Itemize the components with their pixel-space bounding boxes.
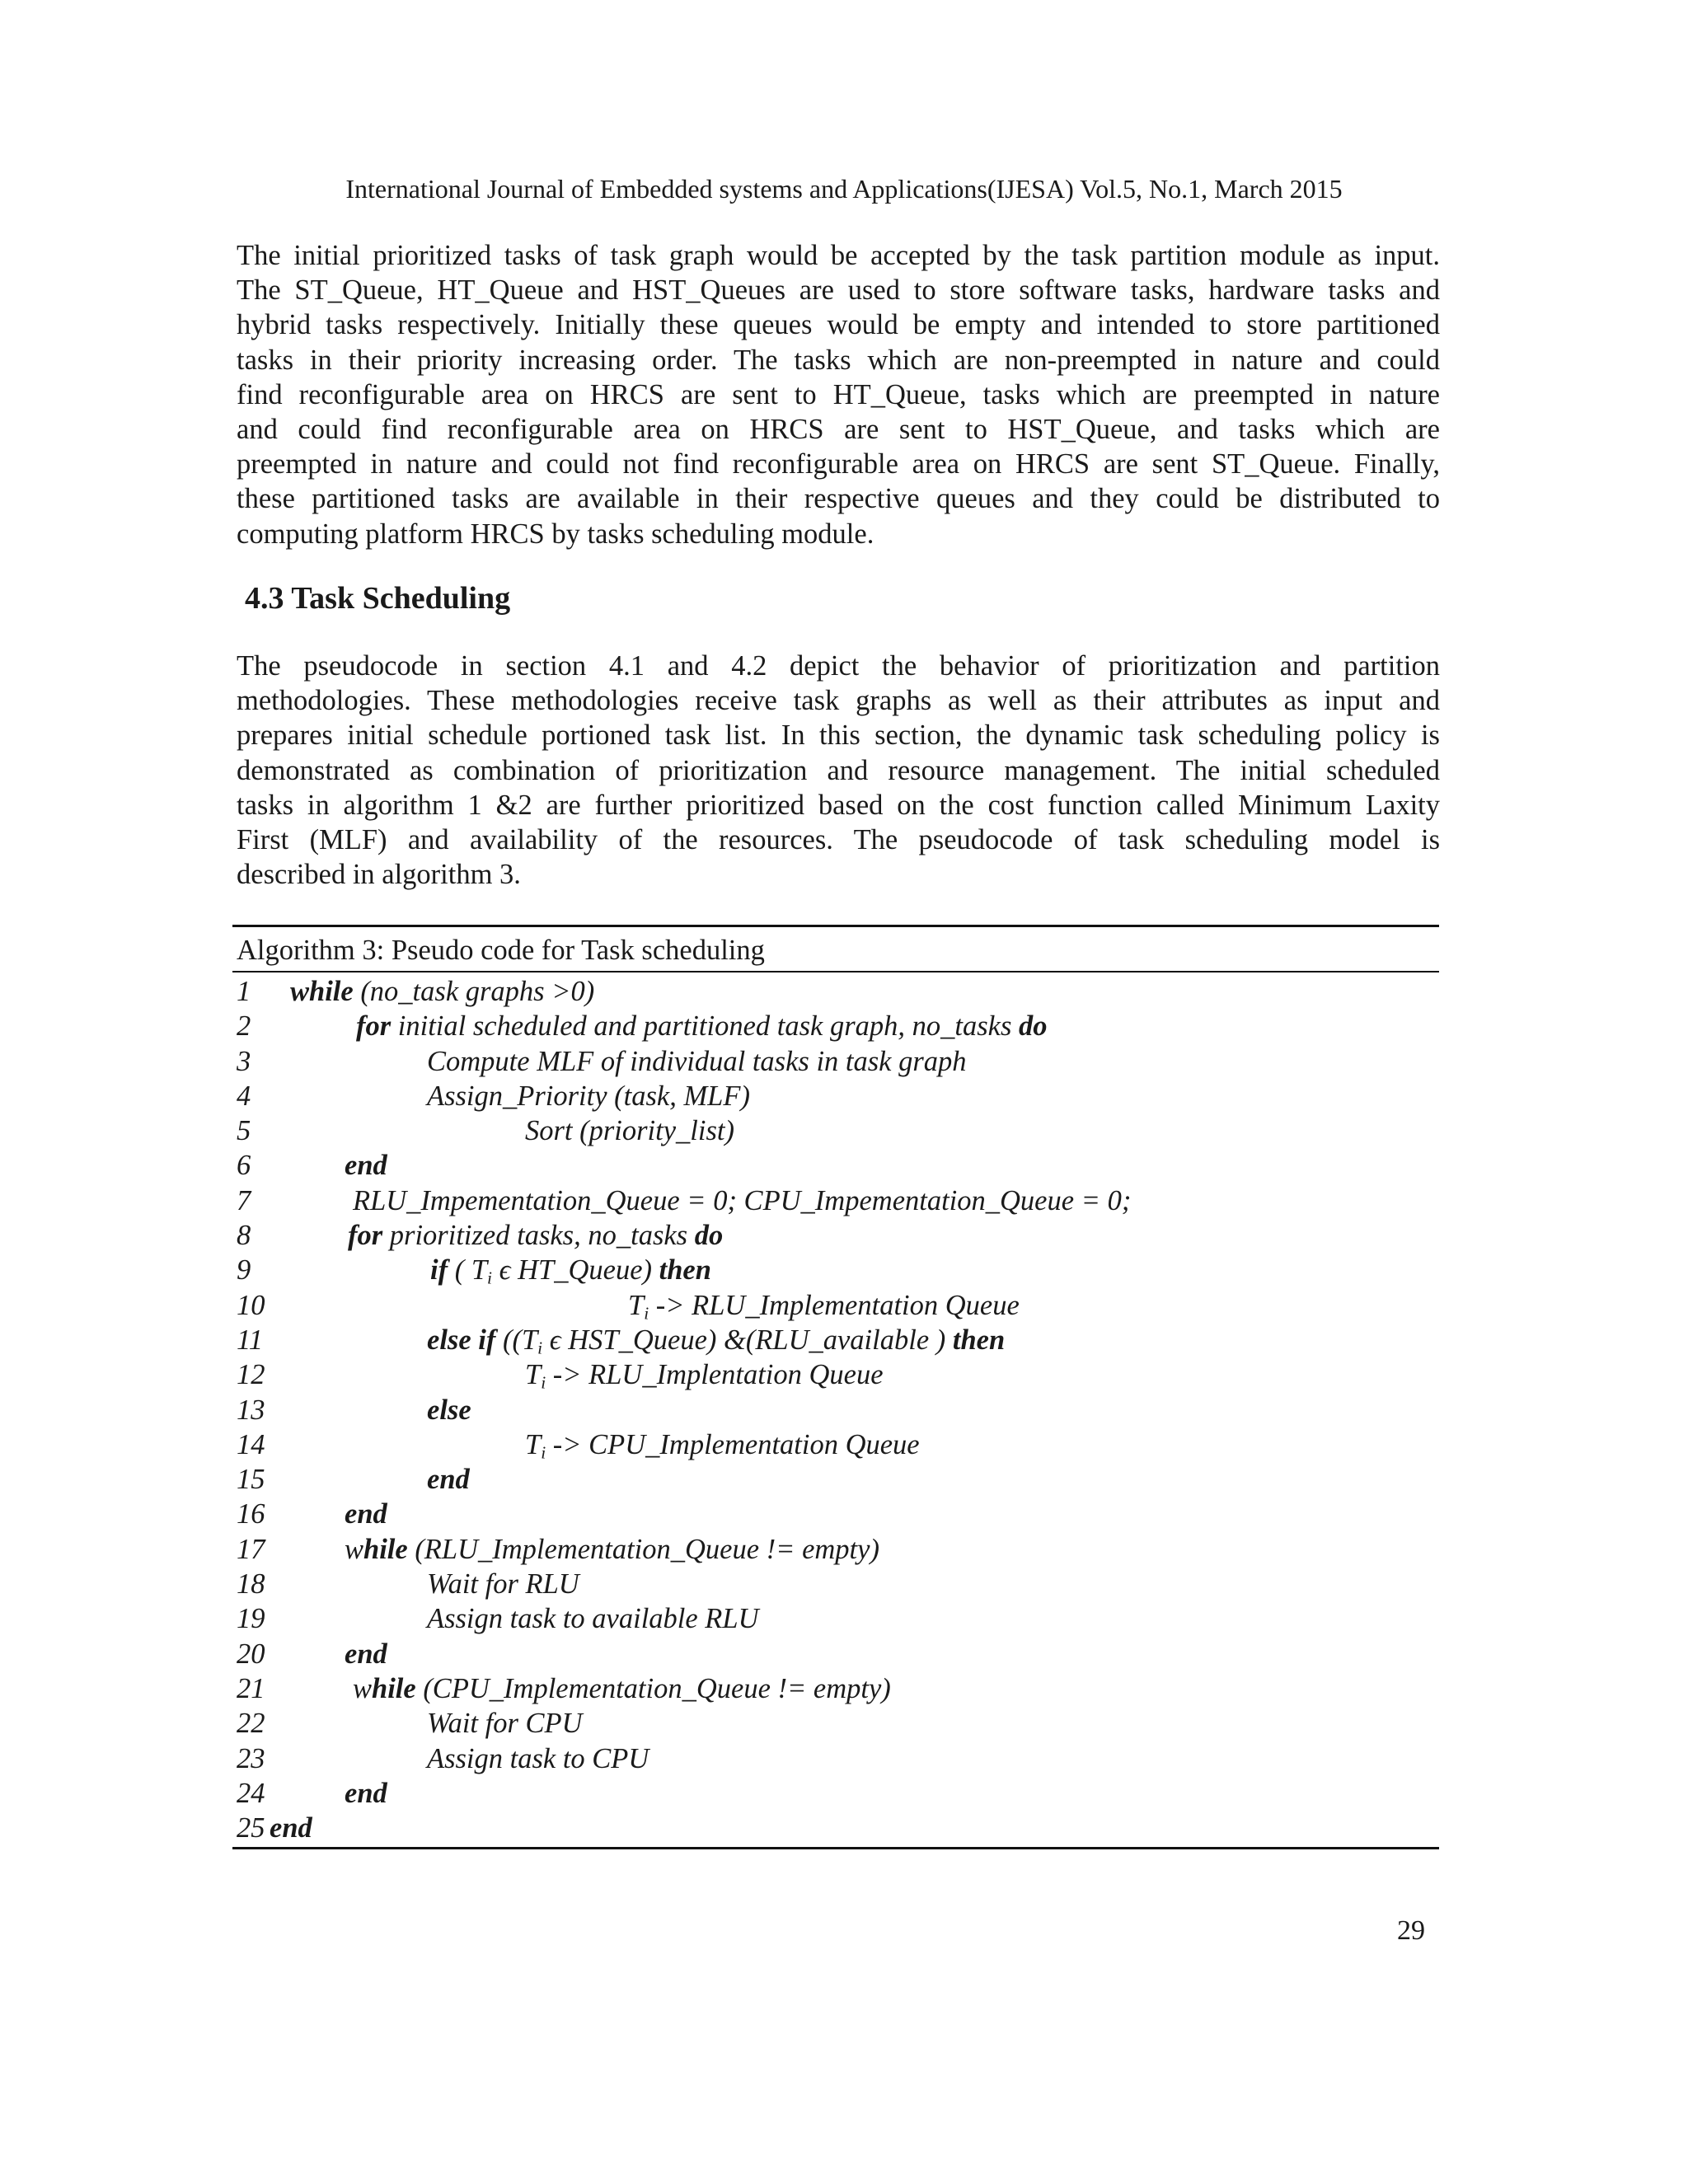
line-number: 17 [237,1533,265,1565]
line-number: 3 [237,1045,251,1077]
line-number: 22 [237,1708,265,1740]
paragraph-partition-description [237,238,1440,551]
keyword: end [345,1150,387,1182]
line-number: 13 [237,1394,265,1426]
line-number: 21 [237,1672,265,1704]
code-text: ((T [495,1324,538,1356]
line-number: 11 [237,1324,263,1356]
algorithm-code [427,1079,750,1113]
algorithm-code [427,1601,758,1636]
keyword: end [345,1777,387,1809]
line-number: 15 [237,1464,265,1496]
algorithm-line [232,1218,1439,1253]
code-text: i [541,1442,546,1463]
algorithm-code [427,1567,579,1601]
algorithm-code [427,1706,583,1741]
section-title: 4.3 Task Scheduling [245,581,511,616]
code-text: w [345,1533,364,1565]
line-number: 12 [237,1359,265,1391]
line-number: 25 [237,1812,265,1844]
page-number: 29 [1397,1915,1425,1946]
paragraph-line: computing platform HRCS by tasks scheduling module. [237,518,874,550]
line-number: 24 [237,1777,265,1809]
algorithm-line [232,1079,1439,1113]
keyword: for [356,1010,392,1043]
code-text: Compute MLF of individual tasks in task graph [427,1045,967,1077]
algorithm-code [353,1183,1131,1218]
algorithm-code [427,1741,649,1776]
algorithm-line [232,1113,1439,1148]
keyword: then [952,1324,1006,1356]
code-text: (no_task graphs >0) [353,976,595,1007]
keyword: else if [427,1324,496,1356]
keyword: end [427,1464,470,1496]
algorithm-code [427,1393,471,1427]
algorithm-code [290,974,594,1009]
algorithm-code [345,1776,387,1811]
line-number: 1 [237,976,251,1007]
algorithm-code [345,1637,387,1671]
algorithm-line [232,1427,1439,1462]
paragraph-scheduling-intro [237,649,1440,892]
line-number: 7 [237,1184,251,1216]
algorithm-code [427,1044,967,1079]
algorithm-code [353,1671,891,1706]
line-number: 8 [237,1220,251,1252]
algorithm-line [232,1148,1439,1183]
algorithm-code [525,1113,734,1148]
paragraph-line: described in algorithm 3. [237,859,521,891]
algorithm-line [232,1811,1439,1845]
paragraph-line: The ST_Queue, HT_Queue and HST_Queues are used to store software tasks, hardware tasks and [237,274,1440,307]
paragraph-line: hybrid tasks respectively. Initially these queues would be empty and intended to store partitioned [237,309,1440,341]
paragraph-line: demonstrated as combination of prioritization and resource management. The initial scheduled [237,754,1440,786]
code-text: RLU_Impementation_Queue = 0; CPU_Impementation_Queue = 0; [353,1184,1132,1216]
line-number: 5 [237,1115,251,1147]
algorithm-line [232,1462,1439,1497]
code-text: -> CPU_Implementation Queue [546,1428,920,1460]
paragraph-line: prepares initial schedule portioned task list. In this section, the dynamic task scheduling policy is [237,719,1440,752]
algorithm-code [270,1811,312,1845]
algorithm-line [232,974,1439,1009]
algorithm-line [232,1776,1439,1811]
line-number: 9 [237,1254,251,1286]
code-text: i [644,1303,649,1324]
code-text: i [541,1372,546,1393]
algorithm-code [345,1148,387,1183]
algorithm-line [232,1637,1439,1671]
paragraph-line: First (MLF) and availability of the resources. The pseudocode of task scheduling model is [237,824,1440,856]
code-text: (RLU_Implementation_Queue != empty) [407,1533,879,1565]
code-text: Assign_Priority (task, MLF) [427,1080,750,1112]
keyword: hile [372,1672,416,1704]
algorithm-line [232,1741,1439,1776]
algorithm-body [232,972,1439,1847]
keyword: do [694,1220,724,1252]
code-text: ϵ HT_Queue) [491,1254,659,1286]
algorithm-line [232,1567,1439,1601]
paragraph-line: and could find reconfigurable area on HRCS are sent to HST_Queue, and tasks which are [237,414,1440,446]
code-text: Assign task to CPU [427,1742,649,1774]
journal-header: International Journal of Embedded systems and Applications(IJESA) Vol.5, No.1, March 2015 [345,174,1343,204]
code-text: T [525,1428,542,1460]
paragraph-line: tasks in algorithm 1 &2 are further prioritized based on the cost function called Minimum Laxity [237,789,1440,821]
code-text: Wait for RLU [427,1568,579,1601]
algorithm-line [232,1706,1439,1741]
algorithm-line [232,1671,1439,1706]
code-text: -> RLU_Implementation Queue [649,1289,1020,1321]
code-text: Assign task to available RLU [427,1603,759,1635]
code-text: ( T [448,1254,488,1286]
algorithm-code [345,1497,387,1531]
code-text: Sort (priority_list) [525,1115,734,1147]
algorithm-code [348,1218,723,1253]
algorithm-code [345,1532,879,1567]
line-number: 23 [237,1742,265,1774]
code-text: Wait for CPU [427,1708,583,1740]
algorithm-line [232,1183,1439,1218]
code-text: initial scheduled and partitioned task graph, no_tasks [391,1010,1020,1043]
line-number: 4 [237,1080,251,1112]
algorithm-caption: Algorithm 3: Pseudo code for Task scheduling [232,927,1439,972]
algorithm-line [232,1044,1439,1079]
code-text: T [525,1359,542,1391]
code-text: ϵ HST_Queue) &(RLU_available ) [542,1324,953,1356]
algorithm-box [232,925,1439,1849]
algorithm-line [232,1288,1439,1323]
algorithm-line [232,1497,1439,1531]
keyword: if [430,1254,448,1286]
keyword: end [345,1638,387,1670]
line-number: 14 [237,1428,265,1460]
line-number: 16 [237,1498,265,1530]
keyword: else [427,1394,471,1426]
keyword: end [345,1498,387,1530]
code-text: (CPU_Implementation_Queue != empty) [415,1672,891,1704]
keyword: then [659,1254,711,1286]
line-number: 10 [237,1289,265,1321]
code-text: i [487,1268,492,1288]
keyword: end [270,1812,312,1844]
algorithm-line [232,1357,1439,1392]
line-number: 19 [237,1603,265,1635]
algorithm-code [427,1462,470,1497]
line-number: 2 [237,1010,251,1043]
line-number: 6 [237,1150,251,1182]
code-text: -> RLU_Implentation Queue [546,1359,884,1391]
line-number: 20 [237,1638,265,1670]
algorithm-line [232,1393,1439,1427]
code-text: prioritized tasks, no_tasks [382,1220,695,1252]
algorithm-line [232,1253,1439,1287]
paragraph-line: preempted in nature and could not find reconfigurable area on HRCS are sent ST_Queue. Finally, [237,448,1440,480]
keyword: for [348,1220,383,1252]
algorithm-line [232,1323,1439,1357]
paragraph-line: these partitioned tasks are available in their respective queues and they could be distributed to [237,483,1440,515]
paragraph-line: find reconfigurable area on HRCS are sent to HT_Queue, tasks which are preempted in nature [237,378,1440,410]
paragraph-line: methodologies. These methodologies receive task graphs as well as their attributes as input and [237,685,1440,717]
algorithm-line [232,1601,1439,1636]
code-text: i [537,1338,543,1358]
paragraph-line: The initial prioritized tasks of task graph would be accepted by the task partition module as input. [237,240,1440,271]
paragraph-line: tasks in their priority increasing order. The tasks which are non-preempted in nature and could [237,344,1440,376]
keyword: hile [363,1533,408,1565]
keyword: do [1019,1010,1048,1043]
algorithm-line [232,1532,1439,1567]
algorithm-code [356,1009,1048,1043]
paragraph-line: The pseudocode in section 4.1 and 4.2 depict the behavior of prioritization and partition [237,650,1440,682]
line-number: 18 [237,1568,265,1601]
code-text: w [353,1672,373,1704]
keyword: while [290,976,354,1007]
algorithm-line [232,1009,1439,1043]
code-text: T [628,1289,645,1321]
